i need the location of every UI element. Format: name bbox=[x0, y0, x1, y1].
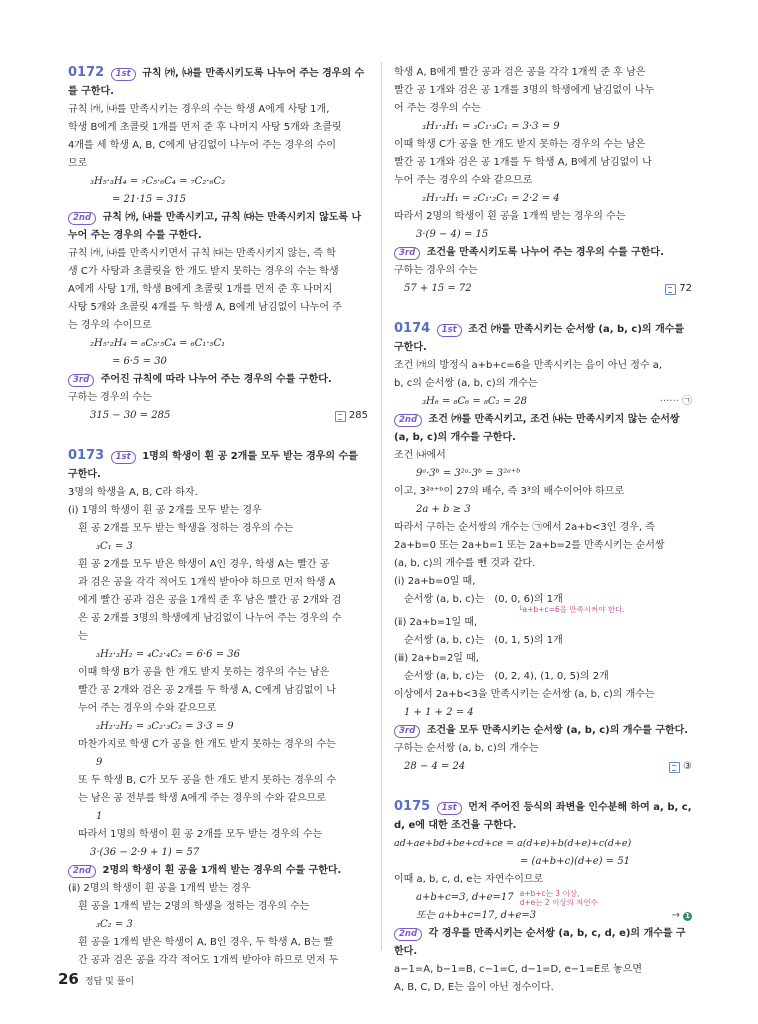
math-line: 1 + 1 + 2 = 4 bbox=[404, 707, 474, 718]
problem-0174 bbox=[394, 320, 692, 776]
math-line: 3·(36 − 2·9 + 1) = 57 bbox=[90, 847, 200, 858]
math-line: 3·(9 − 4) = 15 bbox=[416, 229, 489, 240]
text-line: 이때 학생 C가 공을 한 개도 받지 못하는 경우의 수는 남은 bbox=[394, 139, 646, 150]
text-line: (a, b, c)의 개수를 뺀 것과 같다. bbox=[394, 558, 536, 569]
text-line: 누어 주는 경우의 수와 같으므로 bbox=[78, 703, 217, 714]
answer-value: ③ bbox=[683, 761, 692, 772]
math-line: 또는 a+b+c=17, d+e=3 bbox=[416, 910, 537, 921]
text-line: 이상에서 2a+b<3을 만족시키는 순서쌍 (a, b, c)의 개수는 bbox=[394, 689, 655, 700]
math-line: ₂H₅·₂H₄ = ₆C₅·₅C₄ = ₆C₁·₅C₁ bbox=[90, 338, 226, 349]
case-value: (0, 1, 5)의 1개 bbox=[494, 635, 563, 646]
text-line: 이고, 3²ᵃ⁺ᵇ이 27의 배수, 즉 3³의 배수이어야 하므로 bbox=[394, 486, 625, 497]
text-line: 는 bbox=[78, 631, 88, 642]
case-heading: (ⅱ) 2a+b=1일 때, bbox=[394, 617, 478, 628]
page-number: 26 bbox=[58, 970, 79, 988]
step-title: 규칙 ㈎, ㈏를 만족시키도록 나누어 주는 경우의 수를 구한다. bbox=[68, 68, 365, 97]
text-line: 누어 주는 경우의 수와 같으므로 bbox=[394, 175, 533, 186]
page-label: 정답 및 풀이 bbox=[84, 977, 135, 987]
text-line: 이때 a, b, c, d, e는 자연수이므로 bbox=[394, 874, 544, 885]
answer-badge bbox=[665, 280, 692, 298]
math-line: ₃H₂·₃H₂ = ₄C₂·₄C₂ = 6·6 = 36 bbox=[96, 649, 241, 660]
step-tag: 1st bbox=[437, 324, 462, 337]
math-line: = 6·5 = 30 bbox=[112, 356, 167, 367]
text-line: 생 C가 사탕과 초콜릿을 한 개도 받지 못하는 경우의 수는 학생 bbox=[68, 266, 339, 277]
text-line: 3명의 학생을 A, B, C라 하자. bbox=[68, 487, 198, 498]
math-line: ₃C₁ = 3 bbox=[96, 541, 133, 552]
answer-icon bbox=[665, 284, 676, 295]
text-line: 는 남은 공 전부를 학생 A에게 주는 경우의 수와 같으므로 bbox=[78, 793, 326, 804]
text-line: 조건 ㈎의 방정식 a+b+c=6을 만족시키는 음이 아닌 정수 a, bbox=[394, 360, 663, 371]
answer-badge bbox=[335, 407, 368, 425]
step-tag: 3rd bbox=[394, 725, 420, 738]
arrow-icon: → bbox=[671, 910, 680, 921]
note-text: d+e는 2 이상의 자연수 bbox=[519, 898, 598, 907]
text-line: 빨간 공 2개와 검은 공 2개를 두 학생 A, C에게 남김없이 나 bbox=[78, 685, 336, 696]
answer-badge bbox=[669, 758, 692, 776]
math-line: ad+ae+bd+be+cd+ce = a(d+e)+b(d+e)+c(d+e) bbox=[394, 838, 632, 849]
text-line: 흰 공을 1개씩 받은 학생이 A, B인 경우, 두 학생 A, B는 빨 bbox=[78, 937, 334, 948]
step-title: 1명의 학생이 흰 공 2개를 모두 받는 경우의 수를 구한다. bbox=[68, 451, 358, 480]
step-tag: 1st bbox=[111, 68, 136, 81]
case-label: 순서쌍 (a, b, c)는 bbox=[404, 671, 485, 682]
math-line: = 21·15 = 315 bbox=[112, 194, 187, 205]
problem-number: 0173 bbox=[68, 448, 105, 463]
step-heading bbox=[394, 244, 692, 262]
text-line: 흰 공 2개를 모두 받는 학생을 정하는 경우의 수는 bbox=[78, 523, 294, 534]
column-divider bbox=[381, 62, 382, 950]
step-tag: 2nd bbox=[68, 212, 96, 225]
text-line: b, c의 순서쌍 (a, b, c)의 개수는 bbox=[394, 378, 538, 389]
math-row bbox=[394, 393, 692, 411]
text-line: 이때 학생 B가 공을 한 개도 받지 못하는 경우의 수는 남은 bbox=[78, 667, 330, 678]
case-row bbox=[394, 668, 692, 686]
case-heading: (ⅱ) 2명의 학생이 흰 공을 1개씩 받는 경우 bbox=[68, 883, 251, 894]
math-line: ₃H₆ = ₈C₆ = ₈C₂ = 28 bbox=[422, 396, 528, 407]
text-line: 흰 공을 1개씩 받는 2명의 학생을 정하는 경우의 수는 bbox=[78, 901, 310, 912]
math-row bbox=[394, 907, 692, 925]
answer-icon bbox=[335, 411, 346, 422]
text-line: 4개를 세 학생 A, B, C에게 남김없이 나누어 주는 경우의 수이 bbox=[68, 140, 337, 151]
note-arrow-icon: └ bbox=[518, 605, 523, 614]
problem-number: 0174 bbox=[394, 321, 431, 336]
step-heading bbox=[394, 411, 692, 447]
answer-row bbox=[394, 280, 692, 298]
step-title: 2명의 학생이 흰 공을 1개씩 받는 경우의 수를 구한다. bbox=[102, 865, 342, 876]
step-heading bbox=[68, 371, 368, 389]
problem-0172 bbox=[68, 64, 368, 425]
case-label: 순서쌍 (a, b, c)는 bbox=[404, 594, 485, 605]
step-title: 조건을 만족시키도록 나누어 주는 경우의 수를 구한다. bbox=[426, 247, 664, 258]
answer-icon bbox=[669, 762, 680, 773]
text-line: 구하는 경우의 수는 bbox=[394, 265, 478, 276]
text-line: 2a+b=0 또는 2a+b=1 또는 2a+b=2를 만족시키는 순서쌍 bbox=[394, 540, 665, 551]
math-line: ₃C₂ = 3 bbox=[96, 919, 133, 930]
problem-heading bbox=[394, 798, 692, 835]
right-column bbox=[394, 64, 692, 997]
text-line: 빨간 공 1개와 검은 공 1개를 3명의 학생에게 남김없이 나누 bbox=[394, 85, 655, 96]
text-line: a−1=A, b−1=B, c−1=C, d−1=D, e−1=E로 놓으면 bbox=[394, 964, 643, 975]
math-line: 9ᵃ·3ᵇ = 3²ᵃ·3ᵇ = 3²ᵃ⁺ᵇ bbox=[416, 468, 521, 479]
problem-0173-continued bbox=[394, 64, 692, 298]
text-line: 구하는 순서쌍 (a, b, c)의 개수는 bbox=[394, 743, 539, 754]
step-tag: 3rd bbox=[68, 374, 94, 387]
math-line: 2a + b ≥ 3 bbox=[416, 504, 471, 515]
text-line: 는 경우의 수이므로 bbox=[68, 320, 152, 331]
reference-number-icon: 1 bbox=[683, 912, 692, 921]
page-footer bbox=[58, 970, 134, 988]
note-text: a+b+c=6을 만족시켜야 한다. bbox=[522, 605, 625, 614]
note-text: a+b+c는 3 이상, bbox=[519, 889, 580, 898]
problem-0175 bbox=[394, 798, 692, 997]
math-line: 315 − 30 = 285 bbox=[90, 410, 171, 421]
text-line: 규칙 ㈎, ㈏를 만족시키는 경우의 수는 학생 A에게 사탕 1개, bbox=[68, 104, 330, 115]
problem-heading bbox=[68, 64, 368, 101]
step-tag: 2nd bbox=[68, 865, 96, 878]
text-line: 또 두 학생 B, C가 모두 공을 한 개도 받지 못하는 경우의 수 bbox=[78, 775, 337, 786]
text-line: 마찬가지로 학생 C가 공을 한 개도 받지 못하는 경우의 수는 bbox=[78, 739, 336, 750]
case-value: (0, 2, 4), (1, 0, 5)의 2개 bbox=[494, 671, 609, 682]
case-row bbox=[394, 632, 692, 650]
step-title: 조건 ㈎를 만족시키는 순서쌍 (a, b, c)의 개수를 구한다. bbox=[394, 324, 685, 353]
text-line: 은 공 2개를 3명의 학생에게 남김없이 나누어 주는 경우의 수 bbox=[78, 613, 342, 624]
text-line: 과 검은 공을 각각 적어도 1개씩 받아야 하므로 먼저 학생 A bbox=[78, 577, 336, 588]
case-heading: (ⅰ) 1명의 학생이 흰 공 2개를 모두 받는 경우 bbox=[68, 505, 262, 516]
math-line: 57 + 15 = 72 bbox=[404, 283, 472, 294]
math-row bbox=[394, 889, 692, 907]
text-line: 빨간 공 1개와 검은 공 1개를 두 학생 A, B에게 남김없이 나 bbox=[394, 157, 652, 168]
equation-mark: ······ ㉠ bbox=[659, 396, 692, 407]
text-line: 학생 A, B에게 빨간 공과 검은 공을 각각 1개씩 준 후 남은 bbox=[394, 67, 646, 78]
text-line: 구하는 경우의 수는 bbox=[68, 392, 152, 403]
text-line: 간 공과 검은 공을 각각 적어도 1개씩 받아야 하므로 먼저 두 bbox=[78, 955, 339, 966]
step-heading bbox=[394, 722, 692, 740]
problem-number: 0175 bbox=[394, 799, 431, 814]
text-line: 에게 빨간 공과 검은 공을 1개씩 준 후 남은 빨간 공 2개와 검 bbox=[78, 595, 342, 606]
step-title: 주어진 규칙에 따라 나누어 주는 경우의 수를 구한다. bbox=[100, 374, 332, 385]
math-line: 28 − 4 = 24 bbox=[404, 761, 466, 772]
math-line: 9 bbox=[96, 757, 103, 768]
step-tag: 2nd bbox=[394, 414, 422, 427]
step-title: 먼저 주어진 등식의 좌변을 인수분해 하여 a, b, c, d, e에 대한 조건을 구한다. bbox=[394, 802, 692, 831]
math-line: ₂H₂·₂H₂ = ₃C₂·₃C₂ = 3·3 = 9 bbox=[96, 721, 234, 732]
case-heading: (ⅰ) 2a+b=0일 때, bbox=[394, 576, 476, 587]
math-line: ₃H₁·₃H₁ = ₃C₁·₃C₁ = 3·3 = 9 bbox=[422, 121, 560, 132]
text-line: A에게 사탕 1개, 학생 B에게 초콜릿 1개를 먼저 준 후 나머지 bbox=[68, 284, 333, 295]
answer-row bbox=[394, 758, 692, 776]
text-line: 따라서 1명의 학생이 흰 공 2개를 모두 받는 경우의 수는 bbox=[78, 829, 323, 840]
text-line: 어 주는 경우의 수는 bbox=[394, 103, 481, 114]
text-line: 므로 bbox=[68, 158, 88, 169]
step-title: 각 경우를 만족시키는 순서쌍 (a, b, c, d, e)의 개수를 구한다. bbox=[394, 928, 686, 957]
reference-marker bbox=[672, 907, 692, 925]
case-heading: (ⅲ) 2a+b=2일 때, bbox=[394, 653, 479, 664]
math-line: ₂H₁·₂H₁ = ₂C₁·₂C₁ = 2·2 = 4 bbox=[422, 193, 560, 204]
problem-0173 bbox=[68, 447, 368, 970]
problem-number: 0172 bbox=[68, 65, 105, 80]
step-tag: 1st bbox=[437, 802, 462, 815]
problem-heading bbox=[68, 447, 368, 484]
case-label: 순서쌍 (a, b, c)는 bbox=[404, 635, 485, 646]
step-title: 조건 ㈎를 만족시키고, 조건 ㈏는 만족시키지 않는 순서쌍 (a, b, c)의 개수를 구한다. bbox=[394, 414, 680, 443]
text-line: 사탕 5개와 초콜릿 4개를 두 학생 A, B에게 남김없이 나누어 주 bbox=[68, 302, 342, 313]
side-note bbox=[520, 889, 598, 907]
text-line: 따라서 구하는 순서쌍의 개수는 ㉠에서 2a+b<3인 경우, 즉 bbox=[394, 522, 655, 533]
step-tag: 1st bbox=[111, 451, 136, 464]
text-line: 흰 공 2개를 모두 받은 학생이 A인 경우, 학생 A는 빨간 공 bbox=[78, 559, 330, 570]
math-line: a+b+c=3, d+e=17 bbox=[416, 892, 514, 903]
step-title: 규칙 ㈎, ㈏를 만족시키고, 규칙 ㈐는 만족시키지 않도록 나누어 주는 경우의 수를 구한다. bbox=[68, 212, 362, 241]
step-heading bbox=[394, 925, 692, 961]
answer-value: 72 bbox=[679, 283, 692, 294]
text-line: 따라서 2명의 학생이 흰 공을 1개씩 받는 경우의 수는 bbox=[394, 211, 626, 222]
step-title: 조건을 모두 만족시키는 순서쌍 (a, b, c)의 개수를 구한다. bbox=[426, 725, 689, 736]
answer-value: 285 bbox=[348, 410, 368, 421]
step-heading bbox=[68, 209, 368, 245]
problem-heading bbox=[394, 320, 692, 357]
math-line: 1 bbox=[96, 811, 103, 822]
text-line: A, B, C, D, E는 음이 아닌 정수이다. bbox=[394, 982, 554, 993]
left-column bbox=[68, 64, 368, 970]
text-line: 조건 ㈏에서 bbox=[394, 450, 446, 461]
answer-row bbox=[68, 407, 368, 425]
math-line: ₃H₅·₃H₄ = ₇C₅·₆C₄ = ₇C₂·₆C₂ bbox=[90, 176, 226, 187]
case-value: (0, 0, 6)의 1개 bbox=[494, 594, 563, 605]
text-line: 규칙 ㈎, ㈏를 만족시키면서 규칙 ㈐는 만족시키지 않는, 즉 학 bbox=[68, 248, 336, 259]
step-heading bbox=[68, 862, 368, 880]
math-line: = (a+b+c)(d+e) = 51 bbox=[520, 856, 631, 867]
text-line: 학생 B에게 초콜릿 1개를 먼저 준 후 나머지 사탕 5개와 초콜릿 bbox=[68, 122, 342, 133]
step-tag: 2nd bbox=[394, 928, 422, 941]
step-tag: 3rd bbox=[394, 247, 420, 260]
